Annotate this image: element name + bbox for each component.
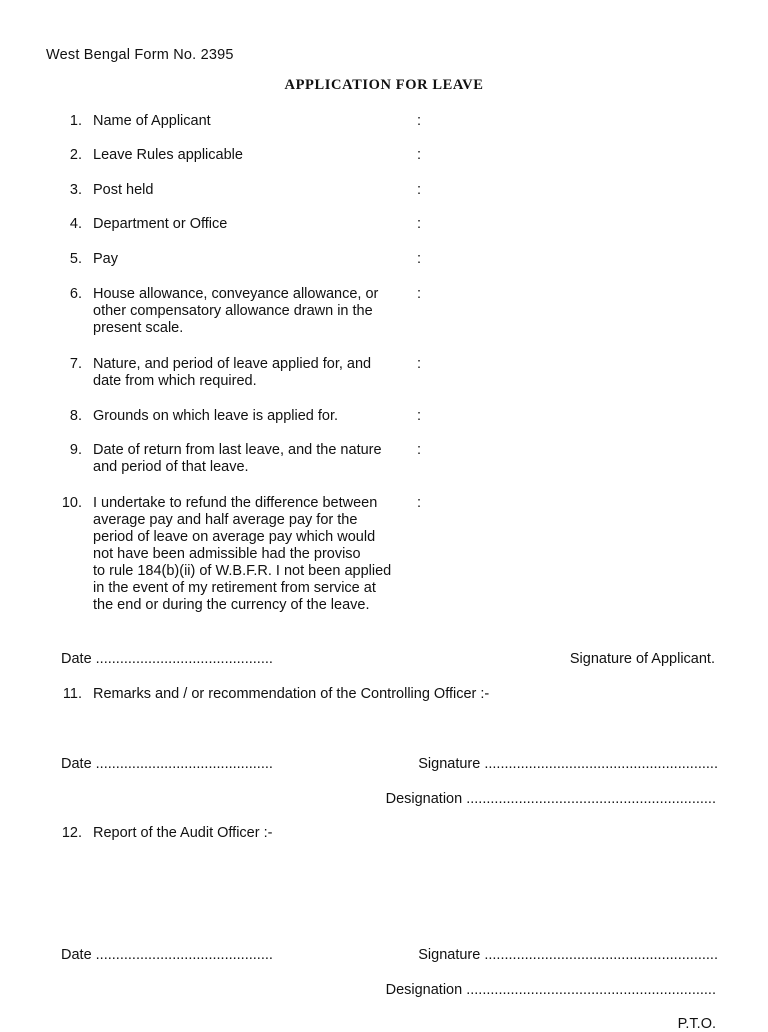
item-label: [93, 182, 153, 199]
item-label-line: in the event of my retirement from service at: [93, 580, 376, 596]
item-number: 1.: [69, 113, 82, 129]
item-label-line: Pay: [93, 251, 118, 267]
item-number: 11.: [62, 686, 82, 702]
item-label: [93, 216, 227, 233]
item-label-line: Grounds on which leave is applied for.: [93, 408, 339, 424]
item-label: [93, 408, 338, 425]
item-answer-field[interactable]: :: [417, 442, 422, 458]
item-label-line: Department or Office: [93, 216, 228, 232]
item-answer-field[interactable]: :: [417, 113, 422, 129]
applicant-signature-label: Signature of Applicant.: [569, 651, 715, 667]
item-label-line: Post held: [93, 182, 154, 198]
item-label-line: I undertake to refund the difference between: [93, 495, 378, 511]
controlling-officer-remarks-label: Remarks and / or recommendation of the Controlling Officer :-: [93, 686, 490, 702]
item-answer-field[interactable]: :: [417, 286, 422, 302]
item-label-line: present scale.: [93, 320, 184, 336]
item-label-line: other compensatory allowance drawn in the: [93, 303, 373, 319]
pto-label: P.T.O.: [677, 1016, 716, 1032]
item-answer-field[interactable]: :: [417, 182, 422, 198]
audit-designation-field: Designation ..............................................................: [385, 982, 716, 998]
item-number: 2.: [69, 147, 82, 163]
item-number: 8.: [69, 408, 82, 424]
item-label: [93, 147, 243, 164]
item-label-line: Date of return from last leave, and the nature: [93, 442, 382, 458]
item-label-line: period of leave on average pay which would: [93, 529, 376, 545]
controlling-date-field: Date ............................................: [61, 756, 273, 772]
item-label: [93, 251, 118, 268]
item-answer-field[interactable]: :: [417, 495, 422, 511]
item-number: 6.: [69, 286, 82, 302]
item-label-line: Name of Applicant: [93, 113, 211, 129]
item-number: 5.: [69, 251, 82, 267]
item-label: [93, 113, 211, 130]
form-number: West Bengal Form No. 2395: [46, 47, 234, 63]
item-label: [93, 442, 382, 476]
item-answer-field[interactable]: :: [417, 216, 422, 232]
item-number: 12.: [61, 825, 82, 841]
item-label-line: and period of that leave.: [93, 459, 249, 475]
item-label-line: House allowance, conveyance allowance, or: [93, 286, 379, 302]
item-answer-field[interactable]: :: [417, 147, 422, 163]
item-answer-field[interactable]: :: [417, 251, 422, 267]
item-answer-field[interactable]: :: [417, 356, 422, 372]
item-label-line: Leave Rules applicable: [93, 147, 243, 163]
audit-officer-report-label: Report of the Audit Officer :-: [93, 825, 273, 841]
controlling-signature-field: Signature ..........................................................: [418, 756, 718, 772]
item-number: 9.: [69, 442, 82, 458]
item-label-line: date from which required.: [93, 373, 257, 389]
applicant-date-field: Date ............................................: [61, 651, 273, 667]
item-number: 4.: [69, 216, 82, 232]
item-label: [93, 286, 378, 337]
item-label-line: average pay and half average pay for the: [93, 512, 358, 528]
item-number: 7.: [69, 356, 82, 372]
item-label-line: the end or during the currency of the leave.: [93, 597, 370, 613]
audit-signature-field: Signature ..........................................................: [418, 947, 718, 963]
item-label-line: to rule 184(b)(ii) of W.B.F.R. I not been applied: [93, 563, 392, 579]
controlling-designation-field: Designation ..............................................................: [385, 791, 716, 807]
item-label-line: Nature, and period of leave applied for, and: [93, 356, 372, 372]
item-label: [93, 495, 391, 614]
item-number: 10.: [61, 495, 82, 511]
item-label: [93, 356, 371, 390]
item-answer-field[interactable]: :: [417, 408, 422, 424]
item-label-line: not have been admissible had the proviso: [93, 546, 361, 562]
audit-date-field: Date ............................................: [61, 947, 273, 963]
item-number: 3.: [69, 182, 82, 198]
form-title: APPLICATION FOR LEAVE: [284, 77, 484, 93]
